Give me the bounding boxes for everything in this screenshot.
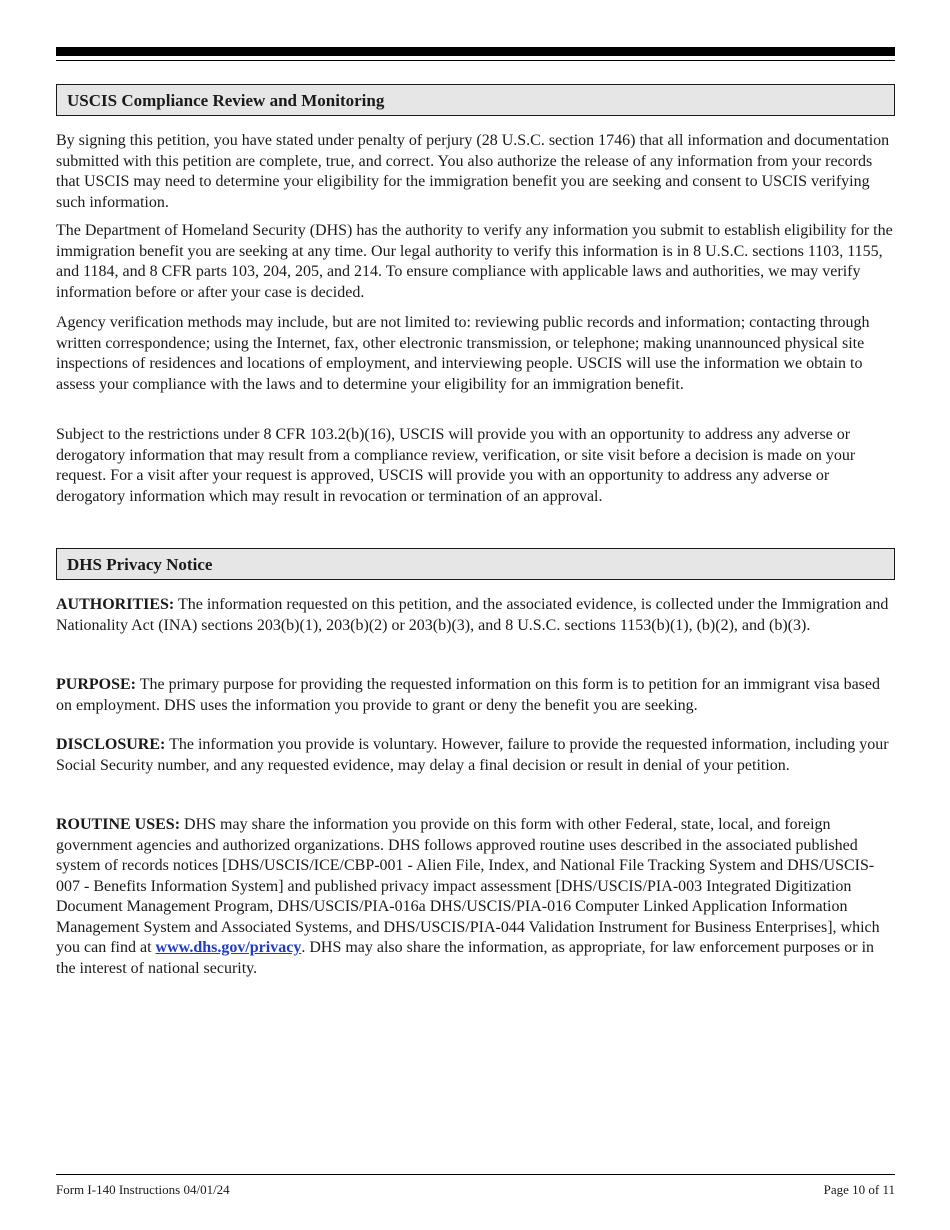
purpose-text: The primary purpose for providing the requested information on this form is to petition for an immigrant visa based on employment. DHS uses the information you provide to grant or deny the benefit you are seeking. (56, 676, 880, 714)
top-rule-thin (56, 60, 895, 61)
privacy-disclosure (56, 735, 895, 776)
compliance-paragraph-4: Subject to the restrictions under 8 CFR 103.2(b)(16), USCIS will provide you with an opportunity to address any adverse or derogatory information that may result from a compliance review, verification, or site visit before a decision is made on your request. For a visit after your request is approved, USCIS will provide you with an opportunity to address any adverse or derogatory information which may result in revocation or termination of an approval. (56, 426, 856, 505)
footer-page-number: Page 10 of 11 (823, 1182, 895, 1197)
authorities-label: AUTHORITIES: (56, 596, 175, 613)
privacy-authorities (56, 595, 895, 636)
section-title-privacy: DHS Privacy Notice (67, 555, 213, 574)
privacy-routine-uses (56, 815, 895, 979)
compliance-paragraph-2: The Department of Homeland Security (DHS) has the authority to verify any information you submit to establish eligibility for the immigration benefit you are seeking at any time. Our legal authority to verify this information is in 8 U.S.C. sections 1103, 1155, and 1184, and 8 CFR parts 103, 204, 205, and 214. To ensure compliance with applicable laws and authorities, we may verify information before or after your case is decided. (56, 222, 893, 301)
disclosure-text: The information you provide is voluntary. However, failure to provide the requested information, including your Social Security number, and any requested evidence, may delay a final decision or result in denial of your petition. (56, 736, 889, 774)
section-header-compliance (56, 84, 895, 116)
compliance-paragraph-3: Agency verification methods may include, but are not limited to: reviewing public records and information; contacting through written correspondence; using the Internet, fax, other electronic transmission, or telephone; making unannounced physical site inspections of residences and locations of employment, and interviewing people. USCIS will use the information we obtain to assess your compliance with the laws and to determine your eligibility for an immigration benefit. (56, 314, 870, 393)
routine-uses-text-1: DHS may share the information you provide on this form with other Federal, state, local, and foreign government agencies and authorized organizations. DHS follows approved routine uses described in the associated published system of records notices [DHS/USCIS/ICE/CBP-001 - Alien File, Index, and National File Tracking System and DHS/USCIS-007 - Benefits Information System] and published privacy impact assessment [DHS/USCIS/PIA-003 Integrated Digitization Document Management Program, DHS/USCIS/PIA-016a DHS/USCIS/PIA-016 Computer Linked Application Information Management System and Associated Systems, and DHS/USCIS/PIA-044 Validation Instrument for Business Enterprises], which you can find at (56, 816, 880, 956)
compliance-paragraph-1: By signing this petition, you have stated under penalty of perjury (28 U.S.C. section 1746) that all information and documentation submitted with this petition are complete, true, and correct. You also authorize the release of any information from your records that USCIS may need to determine your eligibility for the immigration benefit you are seeking and consent to USCIS verifying such information. (56, 132, 890, 211)
section-title-compliance: USCIS Compliance Review and Monitoring (67, 91, 385, 110)
document-page (56, 0, 895, 1230)
disclosure-label: DISCLOSURE: (56, 736, 166, 753)
purpose-label: PURPOSE: (56, 676, 136, 693)
footer-form-id: Form I-140 Instructions 04/01/24 (56, 1182, 230, 1197)
privacy-purpose (56, 675, 895, 716)
dhs-privacy-link[interactable]: www.dhs.gov/privacy (155, 939, 302, 956)
routine-uses-text-2: . DHS may also share the information, as appropriate, for law enforcement purposes or in the interest of national security. (56, 939, 875, 977)
authorities-text: The information requested on this petition, and the associated evidence, is collected under the Immigration and Nationality Act (INA) sections 203(b)(1), 203(b)(2) or 203(b)(3), and 8 U.S.C. sections 1153(b)(1), (b)(2), and (b)(3). (56, 596, 889, 634)
top-rule-thick (56, 47, 895, 56)
routine-uses-label: ROUTINE USES: (56, 816, 181, 833)
section-header-privacy (56, 548, 895, 580)
footer-rule (56, 1174, 895, 1175)
